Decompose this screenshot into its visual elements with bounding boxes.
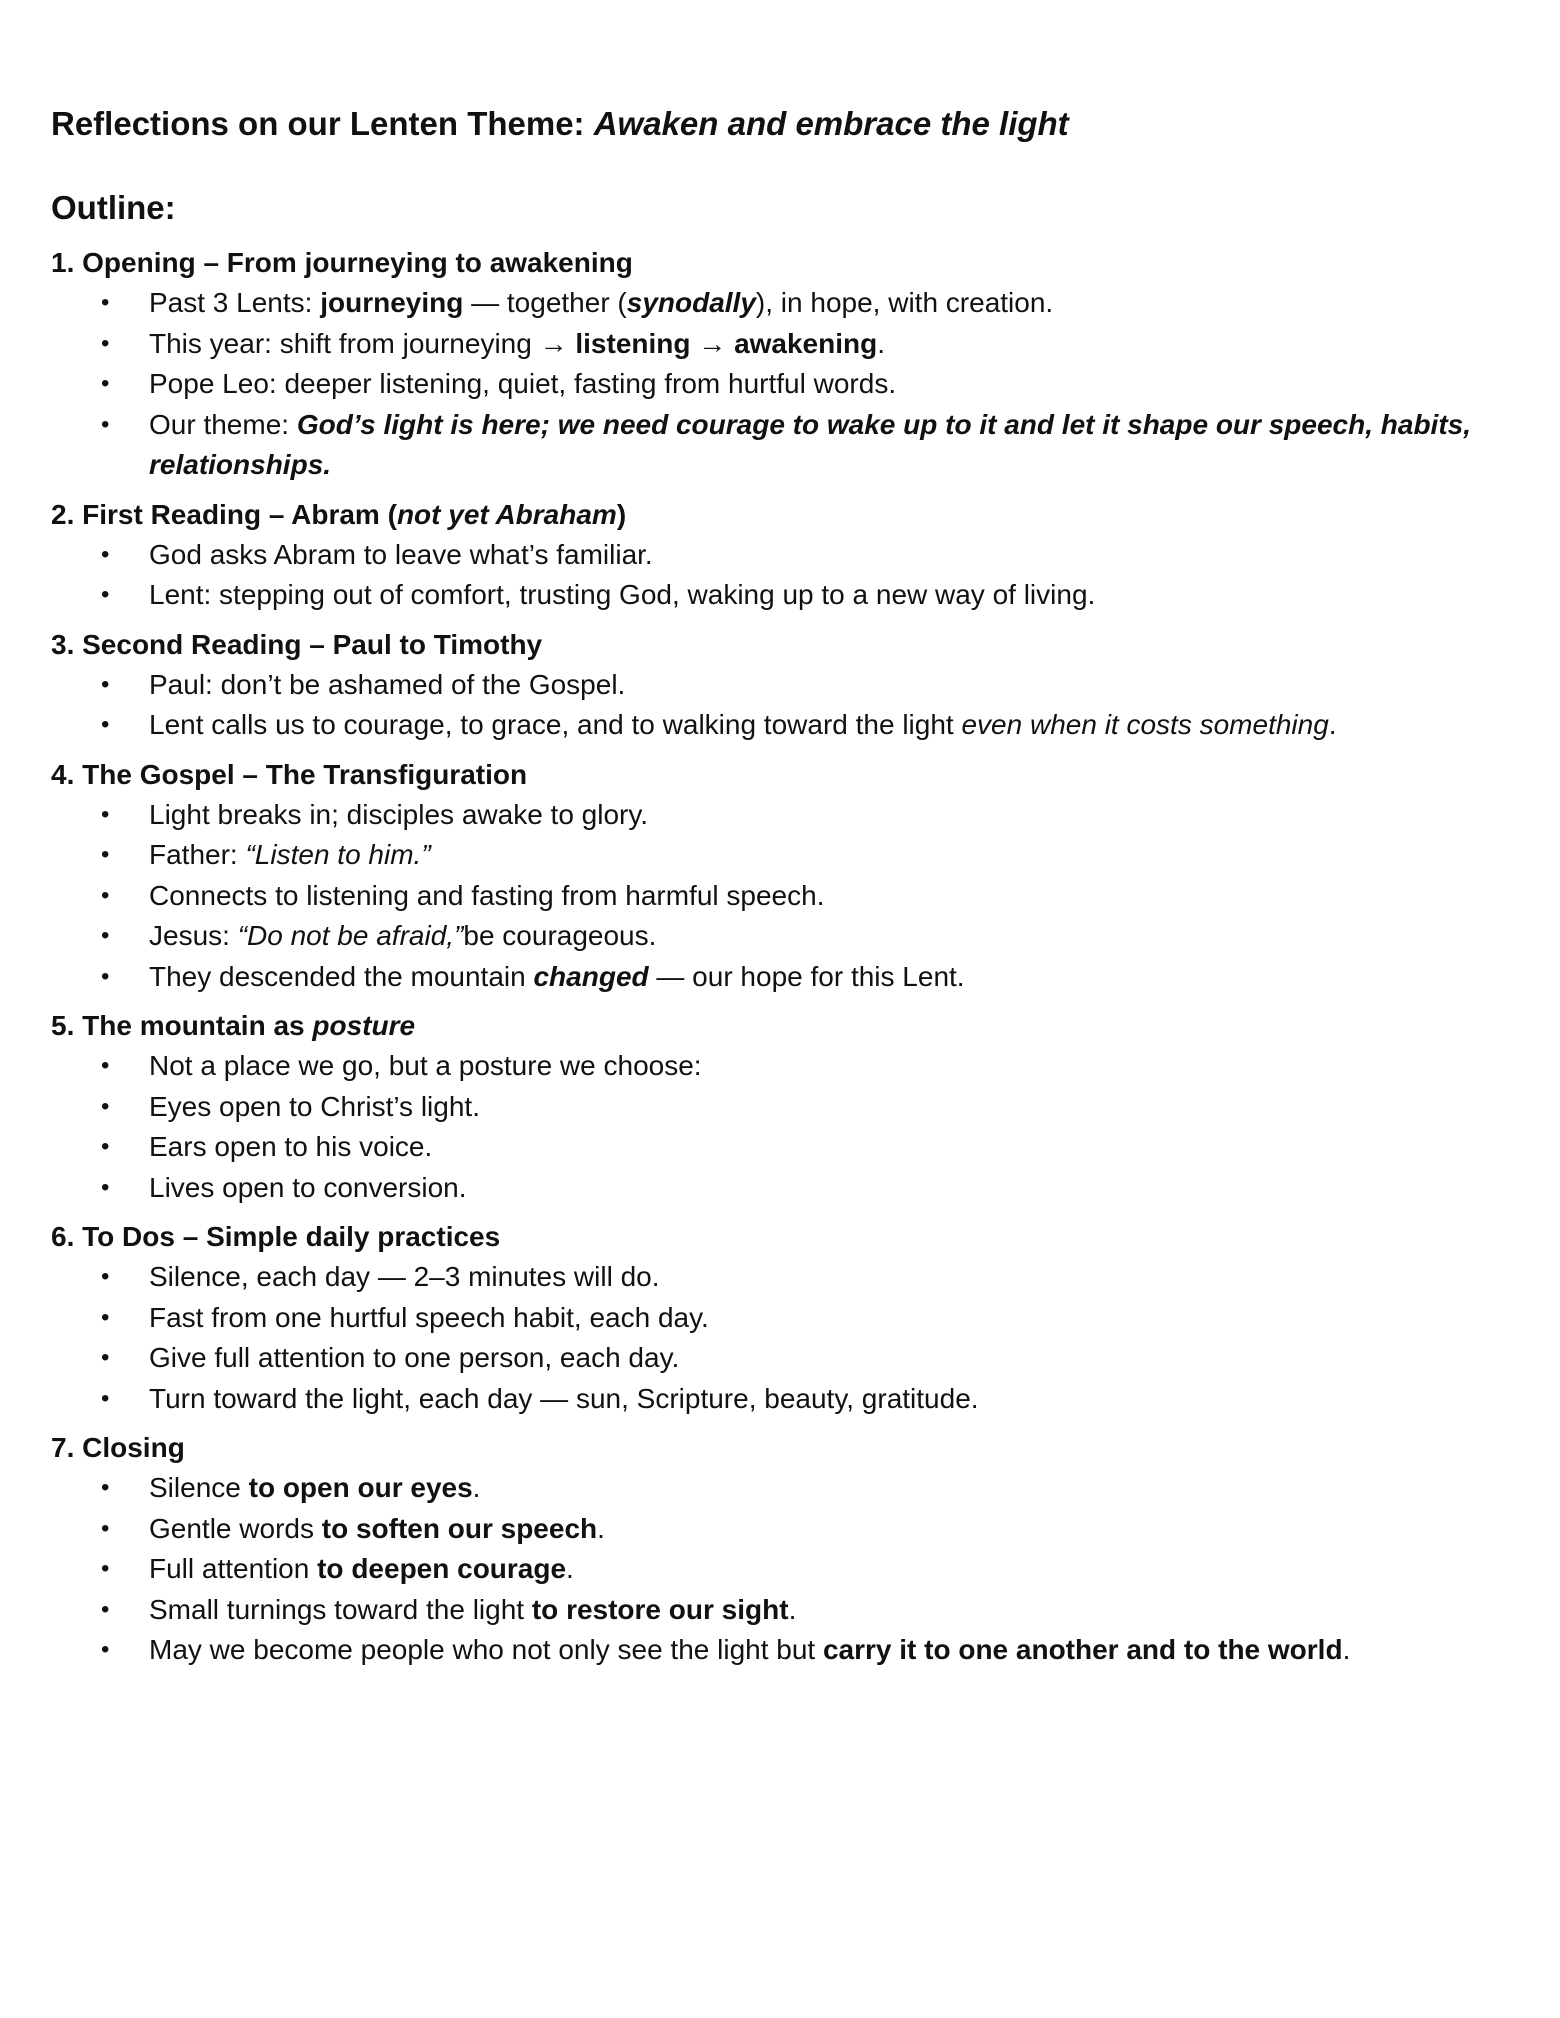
section-mountain	[51, 1006, 1531, 1208]
section-heading: 6. To Dos – Simple daily practices	[51, 1221, 501, 1252]
bullet-icon: •	[101, 329, 110, 357]
section-opening	[51, 243, 1531, 486]
bullet-list	[51, 283, 1531, 486]
list-item: • Jesus: “Do not be afraid,”be courageous.	[51, 916, 1531, 957]
page-title	[51, 98, 1531, 150]
list-item: • This year: shift from journeying → listening → awakening.	[51, 324, 1531, 365]
list-item: • Connects to listening and fasting from harmful speech.	[51, 876, 1531, 917]
list-item: • Past 3 Lents: journeying — together (synodally), in hope, with creation.	[51, 283, 1531, 324]
bullet-list	[51, 1468, 1531, 1671]
list-item: • Silence to open our eyes.	[51, 1468, 1531, 1509]
section-heading: 2. First Reading – Abram (not yet Abraham)	[51, 498, 627, 530]
list-item: • Lent calls us to courage, to grace, and to walking toward the light even when it costs something.	[51, 705, 1531, 746]
list-item: • Gentle words to soften our speech.	[51, 1509, 1531, 1550]
bullet-icon: •	[101, 1514, 110, 1542]
bullet-icon: •	[101, 1474, 110, 1501]
list-item: • Not a place we go, but a posture we choose:	[51, 1046, 1531, 1087]
list-item: • Father: “Listen to him.”	[51, 835, 1531, 876]
list-item: • God asks Abram to leave what’s familiar.	[51, 535, 1531, 576]
bullet-icon: •	[101, 881, 110, 909]
bullet-list	[51, 665, 1531, 746]
bullet-list	[51, 535, 1531, 616]
bullet-icon: •	[101, 711, 110, 738]
bullet-icon: •	[101, 289, 110, 316]
list-item: • Lives open to conversion.	[51, 1168, 1531, 1209]
title-prefix: Reflections on our Lenten Theme:	[51, 105, 594, 142]
list-item: • Ears open to his voice.	[51, 1127, 1531, 1168]
bullet-icon: •	[101, 670, 110, 698]
bullet-icon: •	[101, 841, 110, 868]
bullet-icon: •	[101, 581, 110, 608]
list-item: • Our theme: God’s light is here; we need courage to wake up to it and let it shape our speech, habits, relationships.	[51, 405, 1531, 486]
bullet-icon: •	[101, 800, 110, 828]
bullet-list	[51, 795, 1531, 998]
list-item: • Full attention to deepen courage.	[51, 1549, 1531, 1590]
section-gospel	[51, 755, 1531, 998]
list-item: • May we become people who not only see the light but carry it to one another and to the world.	[51, 1630, 1531, 1671]
list-item: • They descended the mountain changed — our hope for this Lent.	[51, 957, 1531, 998]
list-item: • Silence, each day — 2–3 minutes will do.	[51, 1257, 1531, 1298]
document-page	[51, 98, 1531, 1671]
bullet-list	[51, 1257, 1531, 1419]
outline-label: Outline:	[51, 189, 176, 226]
list-item: • Eyes open to Christ’s light.	[51, 1087, 1531, 1128]
section-heading: 5. The mountain as posture	[51, 1010, 416, 1041]
bullet-icon: •	[101, 410, 110, 438]
bullet-icon: •	[101, 1173, 110, 1201]
bullet-icon: •	[101, 1384, 110, 1412]
section-closing	[51, 1428, 1531, 1671]
bullet-list	[51, 1046, 1531, 1208]
bullet-icon: •	[101, 1555, 110, 1582]
list-item: • Paul: don’t be ashamed of the Gospel.	[51, 665, 1531, 706]
bullet-icon: •	[101, 1263, 110, 1290]
list-item: • Light breaks in; disciples awake to glory.	[51, 795, 1531, 836]
section-heading: 7. Closing	[51, 1432, 185, 1463]
bullet-icon: •	[101, 962, 110, 990]
bullet-icon: •	[101, 1636, 110, 1663]
list-item: • Turn toward the light, each day — sun, Scripture, beauty, gratitude.	[51, 1379, 1531, 1420]
bullet-icon: •	[101, 922, 110, 949]
section-heading: 4. The Gospel – The Transfiguration	[51, 758, 528, 790]
bullet-icon: •	[101, 540, 110, 568]
section-second-reading	[51, 625, 1531, 746]
section-heading: 3. Second Reading – Paul to Timothy	[51, 628, 543, 660]
bullet-icon: •	[101, 1303, 110, 1331]
section-to-dos	[51, 1217, 1531, 1419]
bullet-icon: •	[101, 1344, 110, 1371]
list-item: • Fast from one hurtful speech habit, each day.	[51, 1298, 1531, 1339]
bullet-icon: •	[101, 1133, 110, 1160]
list-item: • Pope Leo: deeper listening, quiet, fasting from hurtful words.	[51, 364, 1531, 405]
bullet-icon: •	[101, 370, 110, 397]
bullet-icon: •	[101, 1092, 110, 1120]
bullet-icon: •	[101, 1595, 110, 1623]
title-theme: Awaken and embrace the light	[593, 105, 1069, 142]
list-item: • Small turnings toward the light to restore our sight.	[51, 1590, 1531, 1631]
list-item: • Lent: stepping out of comfort, trusting God, waking up to a new way of living.	[51, 575, 1531, 616]
section-first-reading	[51, 495, 1531, 616]
section-heading: 1. Opening – From journeying to awakening	[51, 247, 633, 278]
list-item: • Give full attention to one person, each day.	[51, 1338, 1531, 1379]
bullet-icon: •	[101, 1052, 110, 1079]
